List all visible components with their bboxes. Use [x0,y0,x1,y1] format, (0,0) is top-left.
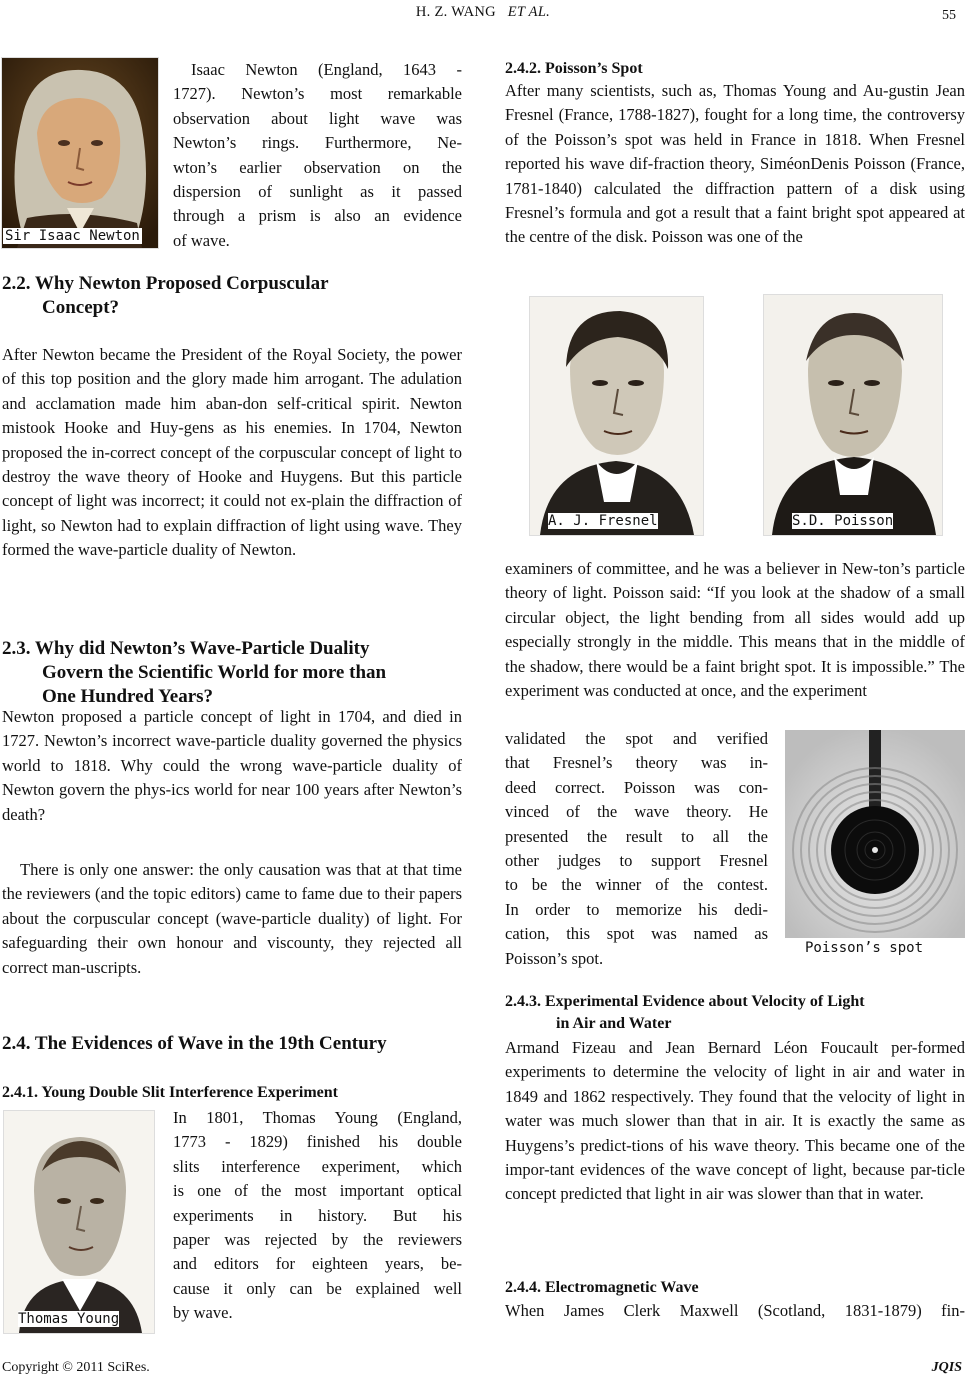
text-line: slits interference experiment, which [173,1156,462,1176]
heading-line: One Hundred Years? [42,686,214,707]
spot-caption: Poisson’s spot [805,940,924,956]
text-line: paper was rejected by the reviewers [173,1230,462,1250]
poisson-spot-image [785,730,965,938]
section-heading-2-4: 2.4. The Evidences of Wave in the 19th Century [2,1033,387,1054]
text-line: that Fresnel’s theory was in- [505,753,768,773]
heading-line: 2.2. Why Newton Proposed Corpuscular [2,273,329,294]
text-line: dispersion of sunlight as it passed [173,182,462,202]
text-line: cause it only can be explained well [173,1278,462,1298]
copyright: Copyright © 2011 SciRes. [2,1360,150,1375]
poisson-portrait [763,294,943,536]
text-line: other judges to support Fresnel [505,851,768,871]
text-line: Newton’s rings. Furthermore, Ne- [173,133,462,153]
heading-line: Govern the Scientific World for more than [42,662,387,683]
text-line: is one of the most important optical [173,1181,462,1201]
heading-line: 2.4.3. Experimental Evidence about Velocity of Light [505,993,865,1010]
text-line: through a prism is also an evidence [173,206,462,226]
heading-line: in Air and Water [556,1015,672,1032]
text-line: validated the spot and verified [505,729,768,748]
fresnel-portrait [529,296,704,536]
young-text [173,1106,462,1326]
author-names: H. Z. WANG [415,4,496,20]
page-number: 55 [942,8,956,23]
text-line: cation, this spot was named as [505,924,768,944]
text-line: deed correct. Poisson was con- [505,777,768,797]
text-line: vinced of the wave theory. He [505,802,768,822]
velocity-text: Armand Fizeau and Jean Bernard Léon Foucault per-formed experiments to determine the velocity of light in air and water in 1849 and 1862 respectively. They found that the velocity of light in water was much slower than that in air. It is exactly the same as Huygens’s predict-tions of his wave theory. This became one of the impor-tant evidences of the wave concept of light, because par-ticle concept predicted that light in air was slower than that in water. [505,1038,965,1204]
text-line: observation about light wave was [173,108,462,128]
text-line: by wave. [173,1303,233,1323]
section-2-3-text-2: There is only one answer: the only causation was that at that time the reviewers (and the topic editors) came to fame due to their papers about the corpuscular concept (wave-particle duality) of light. For safeguarding their own honour and viscounty, they rejected all correct man-uscripts. [2,860,462,977]
text-line: In order to memorize his dedi- [505,899,768,919]
text-line: Isaac Newton (England, 1643 - [191,60,462,79]
text-line: presented the result to all the [505,826,768,846]
heading-line: Concept? [42,297,120,318]
subsection-heading-2-4-1: 2.4.1. Young Double Slit Interference Experiment [2,1084,338,1101]
section-heading-2-3 [2,637,462,709]
text-line: In 1801, Thomas Young (England, [173,1108,462,1127]
section-2-3-text-1: Newton proposed a particle concept of light in 1704, and died in 1727. Newton’s incorrect wave-particle duality governed the physics world to 1818. Why could the wrong wave-particle duality of Newton govern the phys-ics world for near 100 years after Newton’s death? [2,707,462,824]
newton-caption: Sir Isaac Newton [5,228,140,244]
section-2-2-text: After Newton became the President of the Royal Society, the power of this top position and the glory made him arrogant. The adulation and acclamation made him aban-don self-critical spirit. Newton mistook Hooke and Huy-gens as his enemies. In 1704, Newton proposed the in-correct concept of the corpuscular concept of light to destroy the wave theory of Hooke and Huygens. But this particle concept of light was incorrect; it could not ex-plain the diffraction of light, so Newton had to explain diffraction of light using wave. They formed the wave-particle duality of Newton. [2,345,462,560]
et-al: ET AL. [507,4,551,20]
text-line: to be the winner of the contest. [505,875,768,895]
text-line: 1773 - 1829) finished his double [173,1132,462,1152]
text-line: Poisson’s spot. [505,948,604,968]
journal-name: JQIS [931,1360,962,1375]
newton-portrait [1,57,159,249]
poisson-caption: S.D. Poisson [792,513,894,529]
fresnel-caption: A. J. Fresnel [548,513,658,529]
young-caption: Thomas Young [18,1311,120,1327]
poisson-text-3 [505,727,768,971]
young-portrait [3,1110,155,1334]
subsection-heading-2-4-4: 2.4.4. Electromagnetic Wave [505,1279,699,1296]
text-line: and editors for eighteen years, be- [173,1254,462,1274]
poisson-text-2: examiners of committee, and he was a believer in New-ton’s particle theory of light. Poisson said: “If you look at the shadow of a small circular object, the light bending from all sides would add up especially strongly in the middle. This means that in the middle of the shadow, there would be a faint bright spot. It is impossible.” The experiment was conducted at once, and the experiment [505,559,965,701]
newton-intro [173,58,462,253]
text-line: wton’s earlier observation on the [173,157,462,177]
em-text: When James Clerk Maxwell (Scotland, 1831-1879) fin- [505,1301,965,1320]
page-header [0,4,966,26]
text-line: of wave. [173,230,230,250]
running-authors [0,4,966,21]
section-heading-2-2 [2,272,462,320]
text-line: experiments in history. But his [173,1205,462,1225]
poisson-spot-figure [785,730,965,962]
text-line: 1727). Newton’s most remarkable [173,84,462,104]
subsection-heading-2-4-3 [505,991,965,1035]
subsection-heading-2-4-2: 2.4.2. Poisson’s Spot [505,60,643,77]
heading-line: 2.3. Why did Newton’s Wave-Particle Duality [2,638,370,659]
poisson-text-1: After many scientists, such as, Thomas Young and Au-gustin Jean Fresnel (France, 1788-1827), fought for a long time, the controversy of the Poisson’s spot was held in France in 1818. When Fresnel reported his wave dif-fraction theory, SiméonDenis Poisson (France, 1781-1840) calculated the diffraction pattern of a disk using Fresnel’s formula and got a result that a faint bright spot appeared at the centre of the disk. Poisson was one of the [505,81,965,247]
